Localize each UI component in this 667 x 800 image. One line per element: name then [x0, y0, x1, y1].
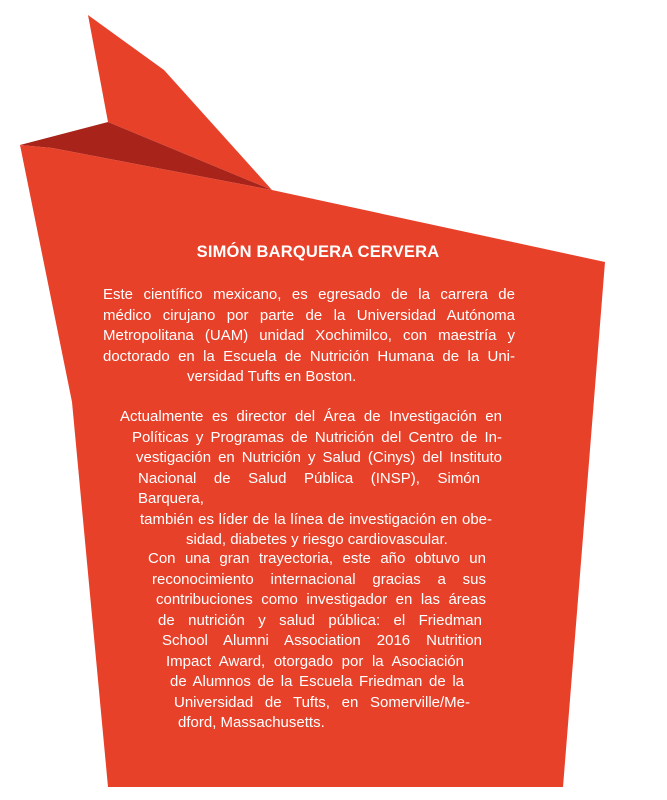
paragraph-line: Impact Award, otorgado por la Asociación: [166, 652, 464, 670]
paragraph-line: versidad Tufts en Boston.: [187, 368, 357, 385]
paragraph-line: Nacional de Salud Pública (INSP), Simón Barquera,: [138, 469, 480, 507]
paragraph-line: Con una gran trayectoria, este año obtuvo un: [148, 550, 486, 567]
paragraph-line: sidad, diabetes y riesgo cardiovascular.: [186, 531, 448, 548]
paragraph-3: [148, 549, 486, 734]
paragraph-line: Políticas y Programas de Nutrición del Centro de In-: [132, 428, 502, 446]
paragraph-line: vestigación en Nutrición y Salud (Cinys) del Instituto: [136, 449, 502, 466]
paragraph-line: doctorado en la Escuela de Nutrición Humana de la Uni-: [103, 347, 515, 365]
paragraph-line: Actualmente es director del Área de Investigación en: [120, 408, 502, 425]
paragraph-line: médico cirujano por parte de la Universidad Autónoma: [103, 306, 515, 324]
paragraph-2: [120, 407, 502, 551]
paragraph-line: Metropolitana (UAM) unidad Xochimilco, con maestría y: [103, 327, 515, 344]
paragraph-line: Este científico mexicano, es egresado de la carrera de: [103, 286, 515, 303]
paragraph-line: de nutrición y salud pública: el Friedman: [158, 611, 482, 629]
paragraph-line: dford, Massachusetts.: [178, 714, 325, 731]
paragraph-1: [103, 285, 515, 388]
paragraph-line: de Alumnos de la Escuela Friedman de la: [170, 673, 464, 690]
paragraph-line: Universidad de Tufts, en Somerville/Me-: [174, 693, 470, 711]
paragraph-line: School Alumni Association 2016 Nutrition: [162, 632, 482, 649]
paragraph-line: contribuciones como investigador en las áreas: [156, 591, 486, 608]
profile-title: SIMÓN BARQUERA CERVERA: [196, 243, 440, 261]
paragraph-line: también es líder de la línea de investigación en obe-: [140, 510, 492, 528]
paragraph-line: reconocimiento internacional gracias a sus: [152, 570, 486, 588]
